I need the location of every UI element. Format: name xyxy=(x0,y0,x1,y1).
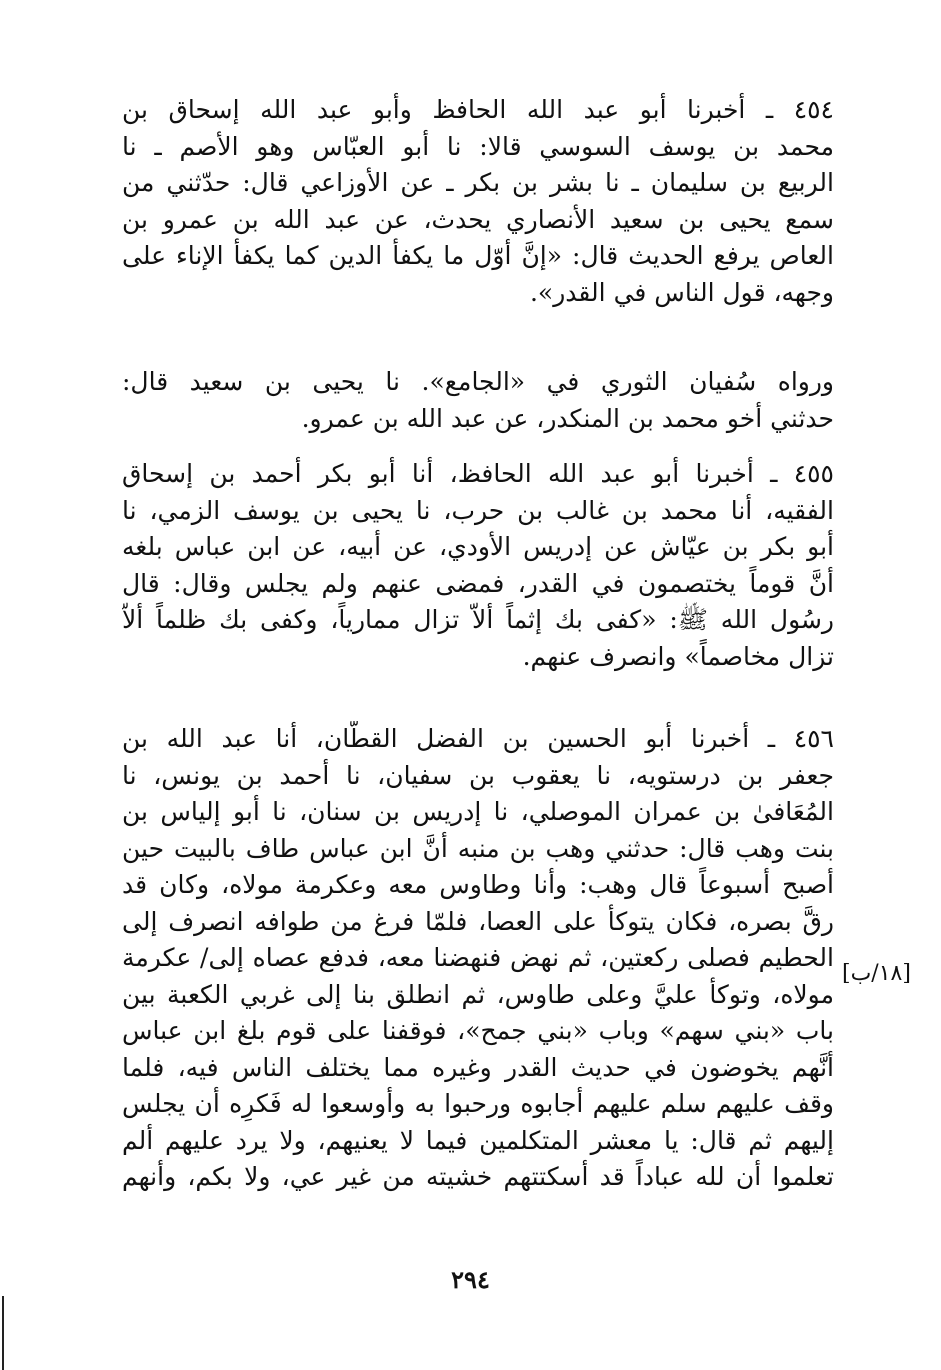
text-line: ٤٥٤ ـ أخبرنا أبو عبد الله الحافظ وأبو عبد الله إسحاق بن xyxy=(122,95,834,124)
text-line: أصبح أسبوعاً قال وهب: وأنا وطاوس معه وعكرمة مولاه، وكان قد xyxy=(122,870,834,899)
text-line: مولاه، وتوكأ عليَّ وعلى طاوس، ثم انطلق بنا إلى غربي الكعبة بين xyxy=(122,979,834,1009)
text-line: حدثني أخو محمد بن المنكدر، عن عبد الله بن عمرو. xyxy=(301,403,834,433)
text-line: ورواه سُفيان الثوري في «الجامع». نا يحيى بن سعيد قال: xyxy=(122,367,834,396)
text-line: وقف عليهم سلم عليهم أجابوه ورحبوا به وأوسعوا له فَكرِه أن يجلس xyxy=(122,1089,834,1118)
text-line: محمد بن يوسف السوسي قالا: نا أبو العبّاس وهو الأصم ـ نا xyxy=(122,131,834,161)
text-line: ٤٥٦ ـ أخبرنا أبو الحسين بن الفضل القطّان، أنا عبد الله بن xyxy=(122,724,834,753)
paragraph-454-narration xyxy=(122,364,834,437)
page-number: ٢٩٤ xyxy=(451,1265,490,1294)
text-line: الربيع بن سليمان ـ نا بشر بن بكر ـ عن الأوزاعي قال: حدّثني من xyxy=(122,168,834,197)
text-line: إليهم ثم قال: يا معشر المتكلمين فيما لا يعنيهم، ولا يرد عليهم ألم xyxy=(122,1125,834,1155)
text-line: رسُول الله ﷺ: «كفى بك إثماً ألاّ تزال ممارياً، وكفى بك ظلماً ألاّ xyxy=(122,605,834,634)
text-line: الفقيه، أنا محمد بن غالب بن حرب، نا يحيى بن يوسف الزمي، نا xyxy=(122,495,834,525)
text-line: تعلموا أن لله عباداً قد أسكتتهم خشيته من غير عي، ولا بكم، وأنهم xyxy=(122,1162,834,1191)
text-line: ٤٥٥ ـ أخبرنا أبو عبد الله الحافظ، أنا أبو بكر أحمد بن إسحاق xyxy=(122,459,834,488)
paragraph-455 xyxy=(122,456,834,675)
text-line: أنَّهم يخوضون في حديث القدر وغيره مما يختلف الناس فيه، فلما xyxy=(122,1052,834,1082)
paragraph-454 xyxy=(122,92,834,311)
text-line: المُعَافىٰ بن عمران الموصلي، نا إدريس بن سنان، نا أبو إلياس بن xyxy=(122,797,834,826)
text-line: بنت وهب قال: حدثني وهب بن منبه أنَّ ابن عباس طاف بالبيت حين xyxy=(122,833,834,863)
text-line: رقَّ بصره، فكان يتوكأ على العصا، فلمّا فرغ من طوافه انصرف إلى xyxy=(122,906,834,936)
text-line: وجهه، قول الناس في القدر». xyxy=(529,277,834,307)
text-line: أبو بكر بن عيّاش عن إدريس الأودي، عن أبيه، عن ابن عباس بلغه xyxy=(122,532,834,561)
paragraph-456 xyxy=(122,721,834,1196)
manuscript-folio-note: [١٨/ب] xyxy=(842,961,911,986)
text-line: العاص يرفع الحديث قال: «إنَّ أوّل ما يكفأ الدين كما يكفأ الإناء على xyxy=(122,241,834,270)
text-line: الحطيم فصلى ركعتين، ثم نهض فنهضنا معه، فدفع عصاه إلى/ عكرمة xyxy=(122,943,834,972)
text-line: تزال مخاصماً» وانصرف عنهم. xyxy=(522,641,834,671)
text-line: جعفر بن درستويه، نا يعقوب بن سفيان، نا أحمد بن يونس، نا xyxy=(122,760,834,790)
text-line: باب «بني سهم» وباب «بني جمح»، فوقفنا على قوم بلغ ابن عباس xyxy=(122,1016,834,1045)
text-line: سمع يحيى بن سعيد الأنصاري يحدث، عن عبد الله بن عمرو بن xyxy=(122,204,834,234)
scan-edge-line xyxy=(2,1296,4,1370)
text-line: أنَّ قوماً يختصمون في القدر، فمضى عنهم ولم يجلس وقال: قال xyxy=(122,568,834,598)
